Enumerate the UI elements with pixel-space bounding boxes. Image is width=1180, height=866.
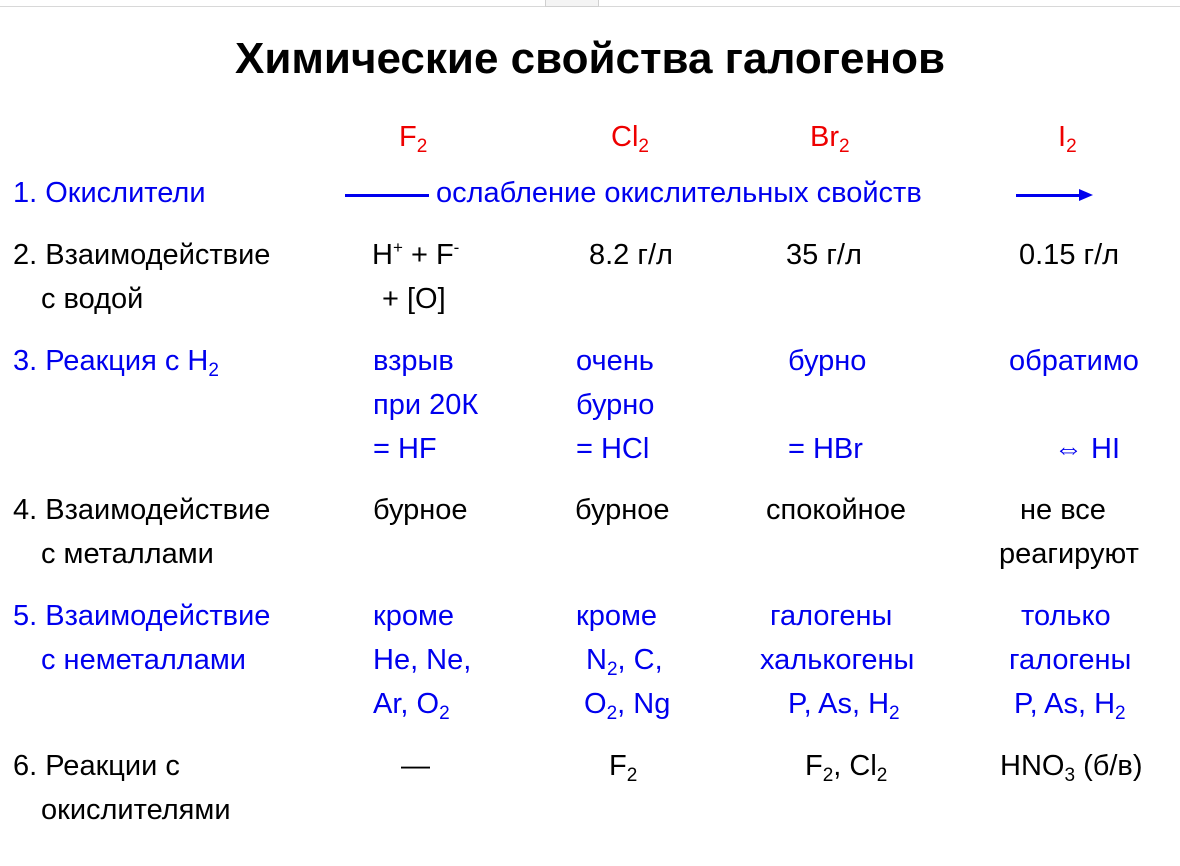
row6-br2: $F_2$, $Cl_2$ [805,750,888,786]
trend-line-left [345,194,429,197]
row5-cl2-line1: кроме [576,600,658,632]
row3-cl2-line1: очень [576,345,654,377]
row3-label: 3. Реакция с $H_2$ [13,345,219,381]
trend-line-right [1016,194,1080,197]
row3-f2-line3: = HF [373,433,437,465]
page-title: Химические свойства галогенов [234,34,946,83]
row5-i2-line3: P, As, $H_2$ [1014,688,1126,724]
row5-label-line1: 5. Взаимодействие [13,600,271,632]
row4-br2: спокойное [766,494,906,526]
row3-br2-line2: = HBr [788,433,863,465]
row6-i2: $HNO_3$ (б/в) [1000,750,1143,786]
row3-f2-line1: взрыв [373,345,454,377]
row5-i2-line2: галогены [1009,644,1132,676]
row6-f2: — [401,750,430,782]
header-i2: $I_2$ [1058,121,1077,157]
row2-f2-line1: H+ + F- [372,238,460,271]
trend-arrow-icon [1079,189,1093,201]
row2-label-line1: 2. Взаимодействие [13,239,271,271]
row2-cl2: 8.2 г/л [589,239,673,271]
row4-f2: бурное [373,494,468,526]
row4-label-line1: 4. Взаимодействие [13,494,271,526]
row2-f2-line2: + [O] [382,283,446,315]
header-cl2: $Cl_2$ [611,121,649,157]
row5-br2-line2: халькогены [760,644,915,676]
row5-label-line2: с неметаллами [41,644,246,676]
row4-i2-line1: не все [1020,494,1106,526]
row2-i2: 0.15 г/л [1019,239,1120,271]
header-f2: $F_2$ [399,121,428,157]
row5-br2-line1: галогены [770,600,893,632]
row6-label-line1: 6. Реакции с [13,750,180,782]
row6-label-line2: окислителями [41,794,231,826]
row5-f2-line3: Ar, $O_2$ [373,688,450,724]
row3-br2-line1: бурно [788,345,867,377]
row4-label-line2: с металлами [41,538,214,570]
row1-label: 1. Окислители [13,177,206,209]
top-tab [545,0,599,7]
row5-f2-line1: кроме [373,600,455,632]
row5-cl2-line2: $N_2$, C, [586,644,663,680]
row1-trend: ослабление окислительных свойств [436,177,922,209]
header-br2: $Br_2$ [810,121,850,157]
row6-cl2: $F_2$ [609,750,638,786]
row5-i2-line1: только [1021,600,1111,632]
row2-br2: 35 г/л [786,239,862,271]
row3-cl2-line2: бурно [576,389,655,421]
row2-label-line2: с водой [41,283,144,315]
row3-cl2-line3: = HCl [576,433,650,465]
row5-br2-line3: P, As, $H_2$ [788,688,900,724]
row5-f2-line2: He, Ne, [373,644,472,676]
row3-i2-line2: ⇔ HI [1054,433,1121,465]
row4-cl2: бурное [575,494,670,526]
row3-i2-line1: обратимо [1009,345,1139,377]
row3-f2-line2: при 20К [373,389,479,421]
row5-cl2-line3: $O_2$, Ng [584,688,671,724]
row4-i2-line2: реагируют [999,538,1139,570]
